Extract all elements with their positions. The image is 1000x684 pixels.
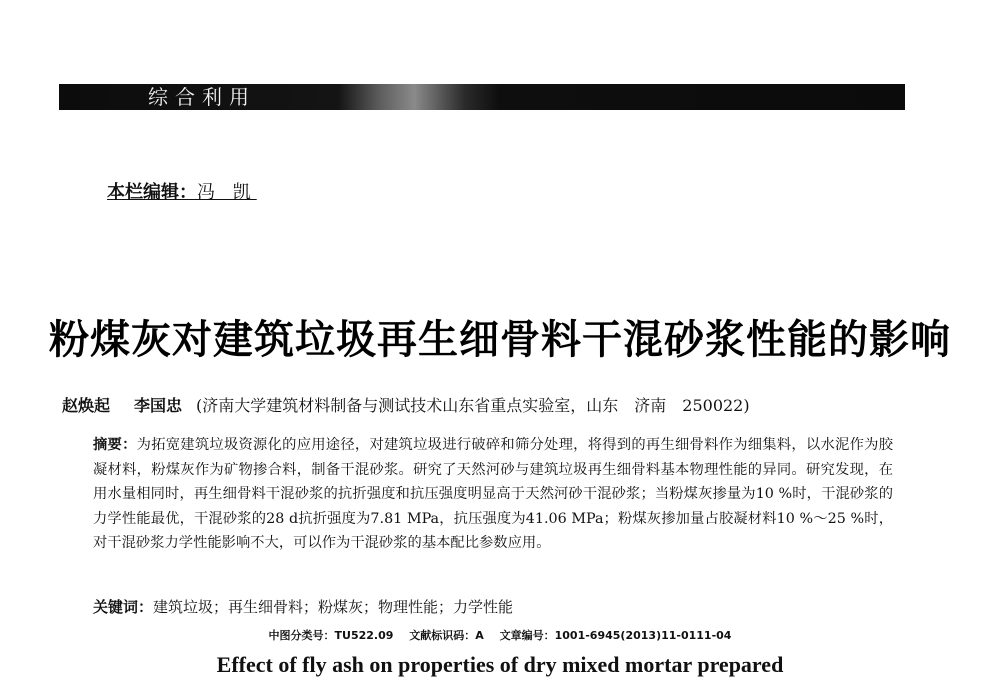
column-editor — [107, 178, 257, 204]
affiliation: (济南大学建筑材料制备与测试技术山东省重点实验室，山东 济南 250022) — [196, 396, 750, 415]
author-line — [62, 393, 750, 416]
clc-number: 中图分类号：TU522.09 — [268, 629, 394, 642]
keywords — [93, 596, 513, 617]
document-code: 文献标识码：A — [409, 629, 484, 642]
editor-name: 冯 凯 — [197, 182, 257, 203]
author-1: 赵焕起 — [62, 396, 111, 415]
article-title: 粉煤灰对建筑垃圾再生细骨料干混砂浆性能的影响 — [49, 317, 951, 363]
author-2: 李国忠 — [134, 396, 183, 415]
english-title: Effect of fly ash on properties of dry mixed mortar prepared — [216, 652, 784, 677]
abstract-label: 摘要： — [93, 437, 137, 453]
keywords-text: 建筑垃圾；再生细骨料；粉煤灰；物理性能；力学性能 — [153, 598, 514, 616]
editor-label: 本栏编辑： — [107, 182, 197, 203]
classification-line — [0, 627, 1000, 643]
section-label: 综合利用 — [148, 85, 256, 109]
abstract — [93, 433, 893, 556]
keywords-label: 关键词： — [93, 598, 154, 616]
abstract-text: 为拓宽建筑垃圾资源化的应用途径，对建筑垃圾进行破碎和筛分处理，将得到的再生细骨料作为细集料，以水泥作为胶凝材料，粉煤灰作为矿物掺合料，制备干混砂浆。研究了天然河砂与建筑垃圾再生细骨料基本物理性能的异同。研究发现，在用水量相同时，再生细骨料干混砂浆的抗折强度和抗压强度明显高于天然河砂干混砂浆；当粉煤灰掺量为10 %时，干混砂浆的力学性能最优，干混砂浆的28 d抗折强度为7.81 MPa，抗压强度为41.06 MPa；粉煤灰掺加量占胶凝材料10 %～25 %时，对干混砂浆力学性能影响不大，可以作为干混砂浆的基本配比参数应用。 — [93, 437, 894, 551]
article-number: 文章编号：1001-6945(2013)11-0111-04 — [499, 629, 732, 642]
